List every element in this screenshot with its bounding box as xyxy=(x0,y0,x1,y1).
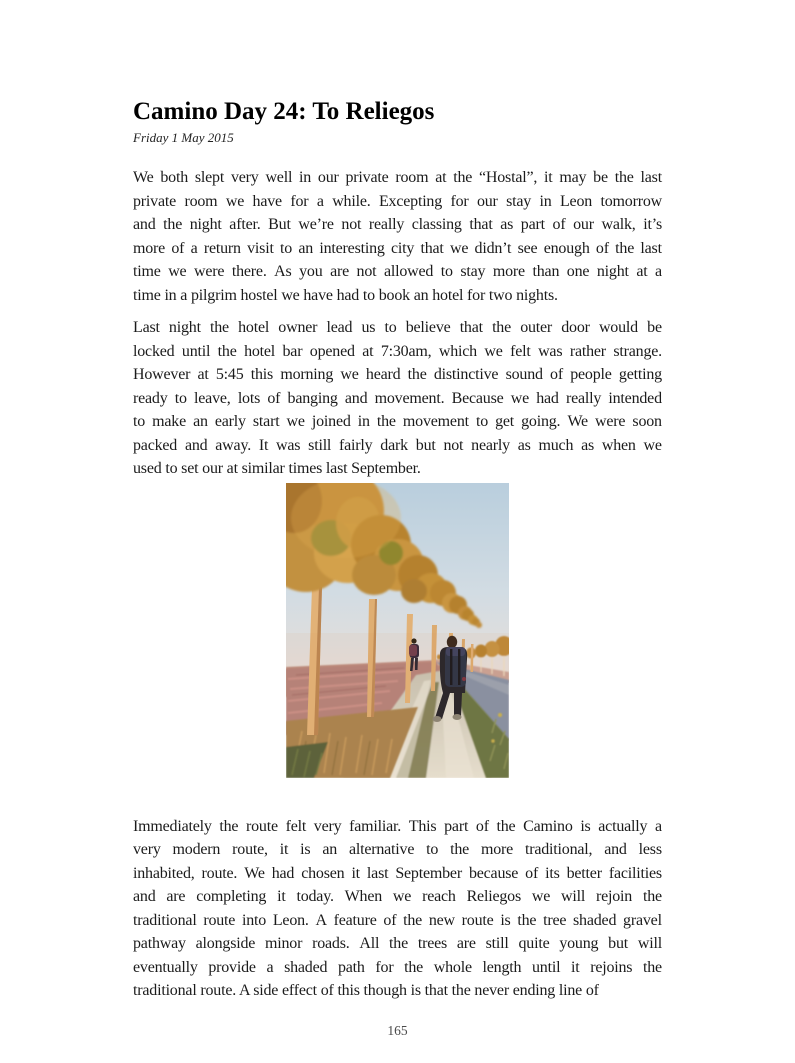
text-line: and the night after. But we’re not really classing that as part of our walk, it’s xyxy=(133,216,662,233)
article-title: Camino Day 24: To Reliegos xyxy=(133,98,435,125)
text-line: time we were there. As you are not allowed to stay more than one night at a xyxy=(133,263,662,280)
text-line: pathway alongside minor roads. All the trees are still quite young but will xyxy=(133,935,662,952)
body-text-after-photo xyxy=(133,815,662,1003)
text-line: ready to leave, lots of banging and movement. Because we had really intended xyxy=(133,389,662,407)
photo-tree-lined-path xyxy=(286,483,509,778)
paragraph xyxy=(133,316,662,481)
text-line: to make an early start we joined in the movement to get going. We were soon xyxy=(133,413,662,430)
text-line: locked until the hotel bar opened at 7:30am, which we felt was rather strange. xyxy=(133,342,662,360)
text-line: However at 5:45 this morning we heard the distinctive sound of people getting xyxy=(133,366,662,383)
text-line: inhabited, route. We had chosen it last September because of its better facilities xyxy=(133,864,662,882)
text-line: traditional route into Leon. A feature of the new route is the tree shaded gravel xyxy=(133,911,662,929)
text-line: more of a return visit to an interesting city that we didn’t see enough of the last xyxy=(133,239,662,257)
text-line: and are completing it today. When we reach Reliegos we will rejoin the xyxy=(133,888,662,905)
photo-illustration xyxy=(286,483,509,778)
page-number: 165 xyxy=(387,1022,408,1038)
text-line: private room we have for a while. Excepting for our stay in Leon tomorrow xyxy=(133,192,662,210)
article-column xyxy=(133,0,662,1039)
text-line: used to set our at similar times last September. xyxy=(133,460,421,477)
text-line: Last night the hotel owner lead us to believe that the outer door would be xyxy=(133,319,662,336)
text-line: packed and away. It was still fairly dark but not nearly as much as when we xyxy=(133,436,662,454)
text-line: very modern route, it is an alternative to the more traditional, and less xyxy=(133,841,662,858)
text-line: Immediately the route felt very familiar. This part of the Camino is actually a xyxy=(133,817,662,835)
paragraph xyxy=(133,166,662,307)
text-line: traditional route. A side effect of this though is that the never ending line of xyxy=(133,982,599,999)
text-line: eventually provide a shaded path for the whole length until it rejoins the xyxy=(133,958,662,976)
photo-light-wash xyxy=(286,633,509,778)
article-date: Friday 1 May 2015 xyxy=(133,130,234,145)
text-line: time in a pilgrim hostel we have had to book an hotel for two nights. xyxy=(133,286,558,304)
body-text-before-photo xyxy=(133,166,662,481)
text-line: We both slept very well in our private room at the “Hostal”, it may be the last xyxy=(133,169,662,186)
paragraph xyxy=(133,815,662,1003)
